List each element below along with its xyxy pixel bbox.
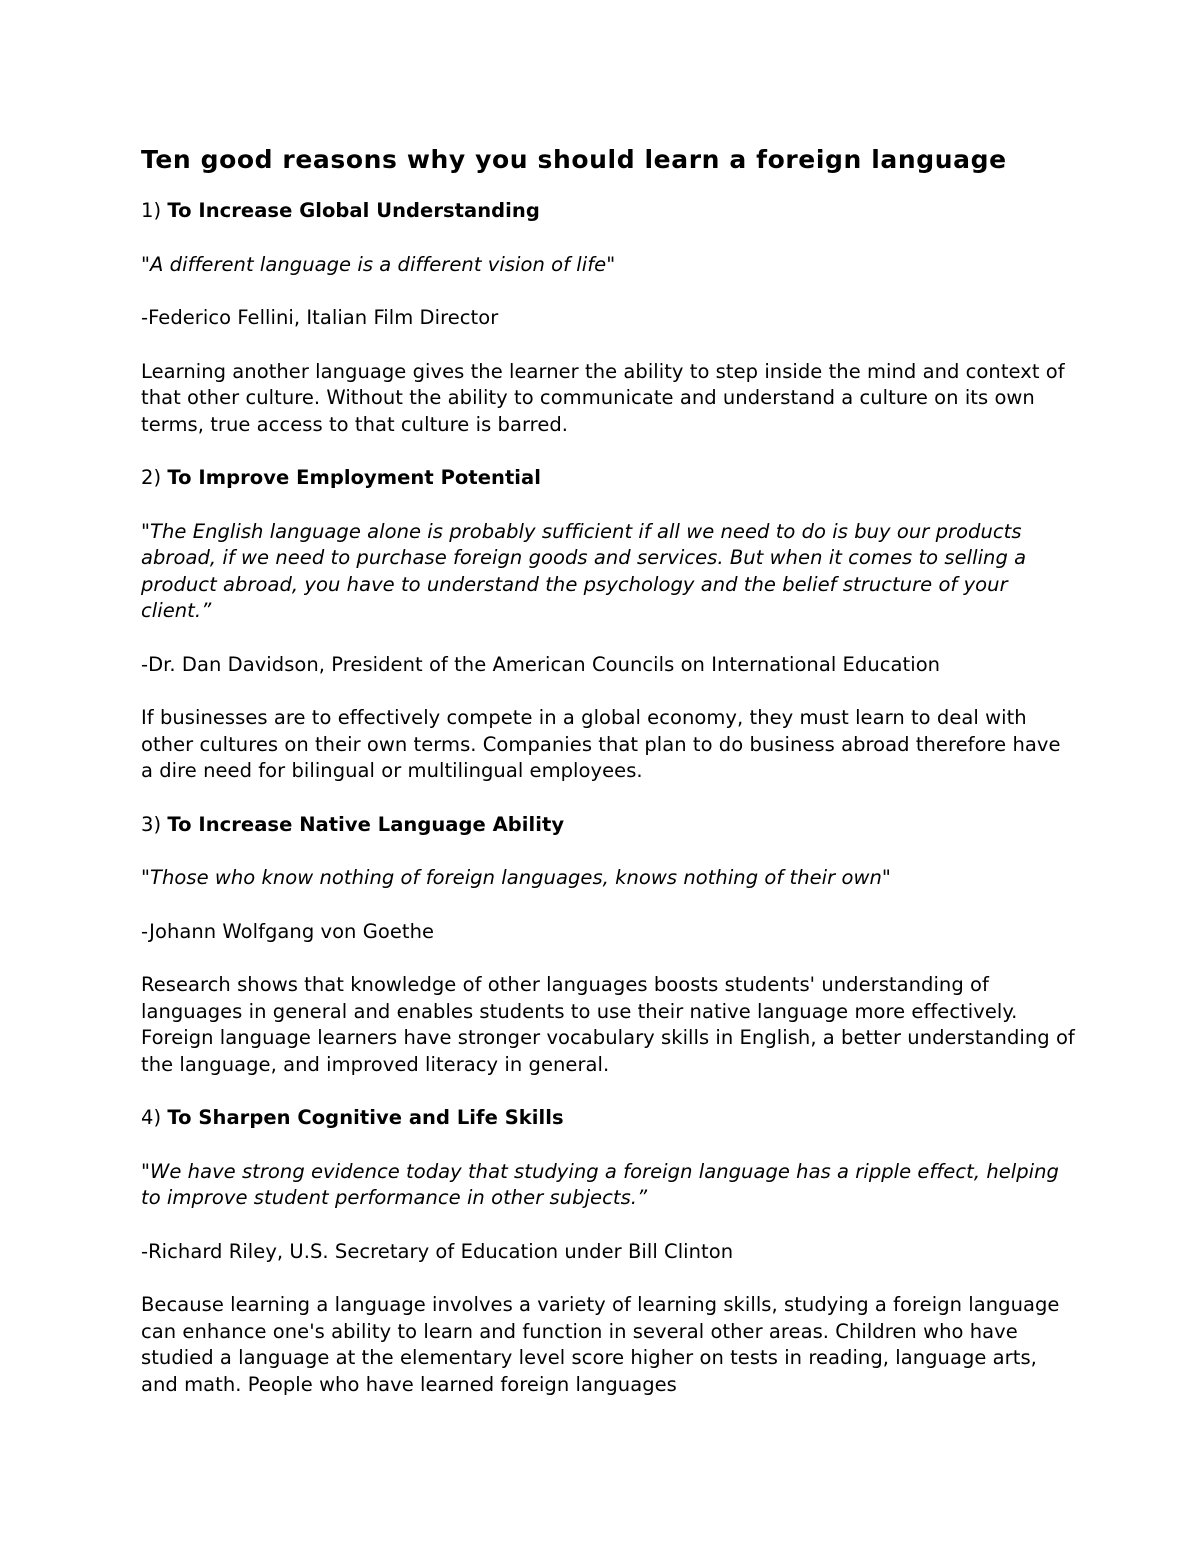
- quote-close-mark: ": [881, 866, 891, 889]
- section-body: If businesses are to effectively compete in a global economy, they must learn to deal with other cultures on their own terms. Companies that plan to do business abroad therefore have a dire need for bilingual or multilingual employees.: [141, 706, 1061, 782]
- quote-attribution: -Johann Wolfgang von Goethe: [141, 919, 435, 943]
- section-heading: [141, 465, 1076, 492]
- section-heading-text: To Sharpen Cognitive and Life Skills: [167, 1106, 564, 1129]
- section-quote: [141, 519, 1076, 625]
- section-heading-text: To Increase Global Understanding: [167, 199, 540, 222]
- section-number: 2): [141, 466, 162, 489]
- section-heading: [141, 198, 1076, 225]
- section-4: [141, 1105, 1076, 1398]
- quote-text: Those who know nothing of foreign languages, knows nothing of their own: [150, 866, 882, 889]
- section-number: 1): [141, 199, 162, 222]
- section-1: [141, 198, 1076, 438]
- quote-text: The English language alone is probably sufficient if all we need to do is buy our products abroad, if we need to purchase foreign goods and services. But when it comes to selling a product abroad, you have to understand the psychology and the belief structure of your client.”: [141, 519, 1027, 622]
- section-body: Learning another language gives the learner the ability to step inside the mind and context of that other culture. Without the ability to communicate and understand a culture on its own terms, true access to that culture is barred.: [141, 359, 1065, 436]
- section-3: [141, 812, 1076, 1079]
- quote-attribution: -Federico Fellini, Italian Film Director: [141, 306, 499, 329]
- section-quote: [141, 252, 1076, 279]
- section-2: [141, 465, 1076, 785]
- quote-text: We have strong evidence today that studying a foreign language has a ripple effect, helping to improve student performance in other subjects.”: [141, 1159, 1059, 1209]
- section-quote: [141, 1159, 1076, 1212]
- section-number: 3): [141, 812, 162, 836]
- section-heading: [141, 1105, 1076, 1132]
- quote-open-mark: ": [141, 252, 151, 276]
- quote-open-mark: ": [141, 1159, 151, 1183]
- quote-attribution: -Dr. Dan Davidson, President of the American Councils on International Education: [141, 652, 941, 676]
- section-body: Research shows that knowledge of other languages boosts students' understanding of languages in general and enables students to use their native language more effectively. Foreign language learners have stronger vocabulary skills in English, a better understanding of the language, and improved literacy in general.: [141, 973, 1075, 1076]
- section-body: Because learning a language involves a variety of learning skills, studying a foreign language can enhance one's ability to learn and function in several other areas. Children who have studied a language at the elementary level score higher on tests in reading, language arts, and math. People who have learned foreign languages: [141, 1293, 1060, 1396]
- quote-attribution: -Richard Riley, U.S. Secretary of Education under Bill Clinton: [141, 1239, 734, 1263]
- quote-open-mark: ": [141, 866, 151, 889]
- section-number: 4): [141, 1106, 162, 1129]
- section-heading-text: To Increase Native Language Ability: [167, 812, 565, 836]
- quote-open-mark: ": [141, 519, 151, 543]
- section-heading-text: To Improve Employment Potential: [167, 466, 541, 489]
- section-heading: [141, 812, 1076, 839]
- document-content: [141, 140, 1076, 1425]
- quote-close-mark: ": [606, 252, 616, 276]
- section-quote: [141, 865, 1076, 892]
- document-title: Ten good reasons why you should learn a foreign language: [141, 145, 1007, 174]
- quote-text: A different language is a different vision of life: [150, 252, 607, 276]
